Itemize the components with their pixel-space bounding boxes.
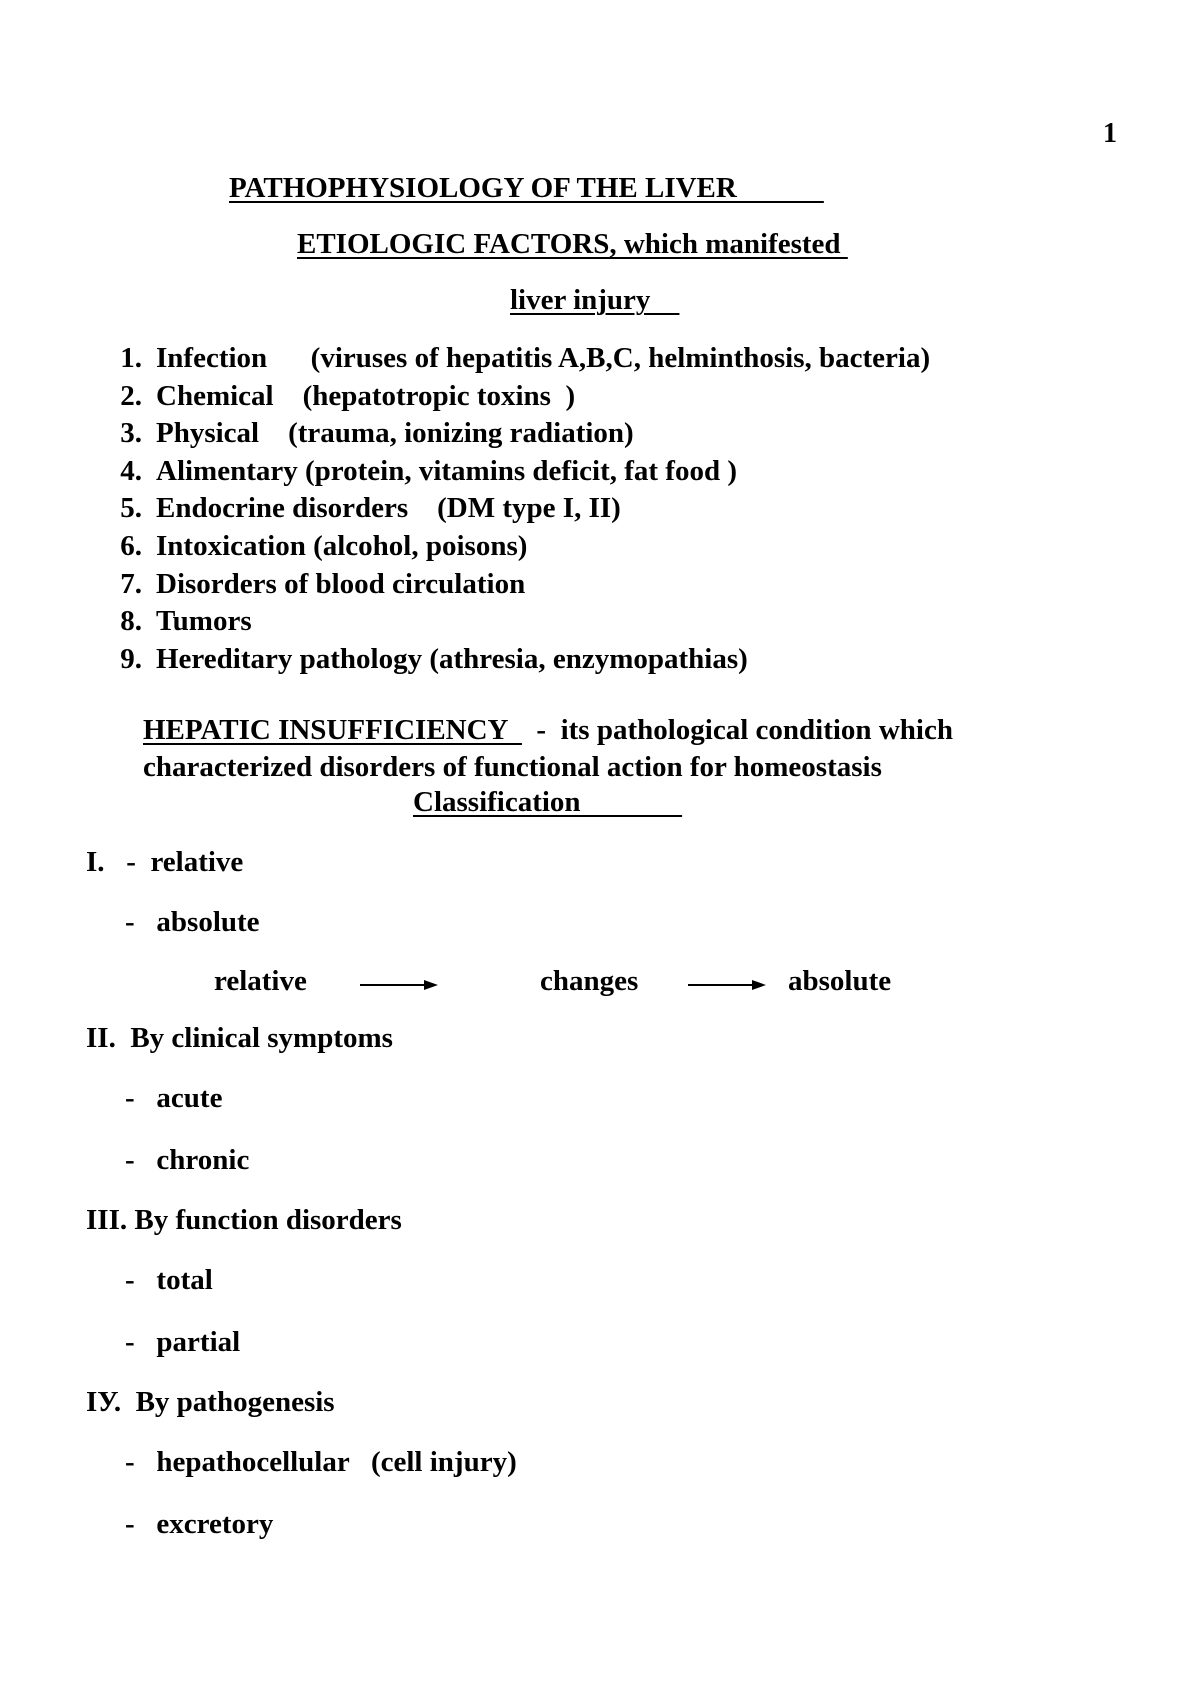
list-item-text: Physical (trauma, ionizing radiation) — [156, 417, 634, 450]
classification-group-1: I. - relative — [86, 846, 244, 878]
classification-item-partial: - partial — [125, 1326, 241, 1358]
list-number: 5. — [120, 492, 142, 525]
right-arrow-icon — [360, 979, 438, 991]
classification-item-acute: - acute — [125, 1082, 223, 1114]
list-item — [96, 415, 930, 453]
classification-item-hepathocellular: - hepathocellular (cell injury) — [125, 1446, 517, 1478]
list-item-text: Tumors — [156, 605, 252, 638]
classification-item-total: - total — [125, 1264, 213, 1296]
list-number: 7. — [120, 567, 142, 600]
list-item — [96, 378, 930, 416]
definition-line-2: characterized disorders of functional action for homeostasis — [143, 751, 882, 783]
flow-from-label: relative — [214, 965, 307, 997]
list-item-text: Hereditary pathology (athresia, enzymopathias) — [156, 642, 748, 675]
flow-to-label: absolute — [788, 965, 892, 997]
list-item — [96, 566, 930, 604]
section-heading-liver-injury: liver injury — [510, 284, 680, 316]
classification-item-excretory: - excretory — [125, 1508, 274, 1540]
list-item-text: Disorders of blood circulation — [156, 567, 526, 600]
classification-group-3: III. By function disorders — [86, 1204, 402, 1236]
classification-item-chronic: - chronic — [125, 1144, 250, 1176]
document-title: PATHOPHYSIOLOGY OF THE LIVER — [229, 172, 824, 204]
classification-group-4: IУ. By pathogenesis — [86, 1386, 335, 1418]
flow-middle-label: changes — [540, 965, 639, 997]
list-item-text: Intoxication (alcohol, poisons) — [156, 529, 528, 562]
list-item — [96, 340, 930, 378]
list-item — [96, 528, 930, 566]
definition-text-1: - its pathological condition which — [521, 714, 953, 746]
classification-group-2: II. By clinical symptoms — [86, 1022, 393, 1054]
list-number: 4. — [120, 454, 142, 487]
list-number: 3. — [120, 417, 142, 450]
list-item-text: Alimentary (protein, vitamins deficit, fat food ) — [156, 454, 737, 487]
etiologic-factors-list — [96, 340, 930, 678]
hepatic-insufficiency-term: HEPATIC INSUFFICIENCY — [143, 714, 522, 746]
list-item — [96, 453, 930, 491]
section-heading-etiologic-factors: ETIOLOGIC FACTORS, which manifested — [297, 228, 848, 260]
page-number: 1 — [1103, 118, 1117, 149]
relative-to-absolute-flow — [0, 965, 1200, 1005]
right-arrow-icon — [688, 979, 766, 991]
list-number: 9. — [120, 642, 142, 675]
list-number: 8. — [120, 605, 142, 638]
hepatic-insufficiency-definition — [143, 712, 953, 786]
list-number: 6. — [120, 529, 142, 562]
list-number: 2. — [120, 379, 142, 412]
list-number: 1. — [120, 342, 142, 374]
classification-item-absolute: - absolute — [125, 906, 260, 938]
list-item — [96, 603, 930, 641]
list-item-text: Endocrine disorders (DM type I, II) — [156, 492, 621, 525]
list-item-text: Chemical (hepatotropic toxins ) — [156, 379, 576, 412]
classification-heading: Classification — [413, 786, 683, 818]
definition-line-1 — [143, 712, 953, 749]
list-item-text: Infection (viruses of hepatitis A,B,C, helminthosis, bacteria) — [156, 342, 931, 374]
list-item — [96, 490, 930, 528]
list-item — [96, 641, 930, 679]
